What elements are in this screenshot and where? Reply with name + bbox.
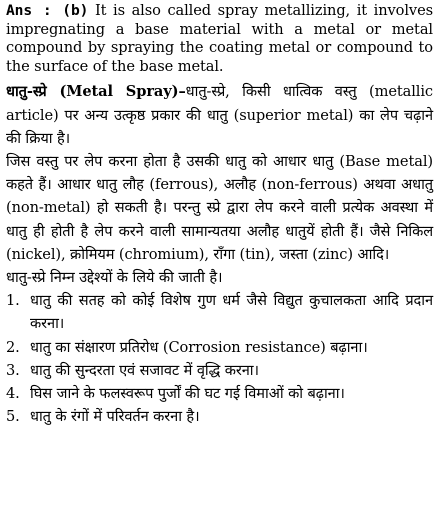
purposes-list: [6, 289, 433, 428]
list-item-number: 2.: [6, 338, 20, 356]
list-item: [6, 289, 433, 335]
list-item-text: धातु की सुन्दरता एवं सजावट में वृद्धि करना।: [30, 361, 259, 379]
list-item-text: धातु की सतह को कोई विशेष गुण धर्म जैसे विद्युत कुचालकता आदि प्रदान करना।: [30, 292, 433, 333]
base-metal-paragraph: जिस वस्तु पर लेप करना होता है उसकी धातु को आधार धातु (Base metal) कहते हैं। आधार धातु लौह (ferrous), अलौह (non-ferrous) अथवा अधातु (non-metal) हो सकती है। परन्तु स्प्रे द्वारा लेप करने वाली प्रत्येक अवस्था में धातु ही होती है लेप करने वाली सामान्यतया अलौह धातुयें होती हैं। जैसे निकिल (nickel), क्रोमियम (chromium), राँगा (tin), जस्ता (zinc) आदि।: [6, 152, 433, 263]
list-item: [6, 405, 433, 428]
purposes-intro: धातु-स्प्रे निम्न उद्देश्यों के लिये की जाती है।: [6, 269, 223, 286]
list-item-text: धातु का संक्षारण प्रतिरोध (Corrosion resistance) बढ़ाना।: [30, 338, 368, 356]
answer-label: Ans : (b): [6, 2, 89, 19]
list-item: [6, 336, 433, 359]
answer-paragraph: [6, 2, 433, 76]
list-item: [6, 382, 433, 405]
definition-term: धातु-स्प्रे (Metal Spray)–: [6, 83, 186, 101]
list-item-number: 5.: [6, 408, 20, 426]
list-item-text: घिस जाने के फलस्वरूप पुर्जों की घट गई विमाओं को बढ़ाना।: [30, 385, 345, 403]
definition-paragraph: [6, 80, 433, 150]
list-item-number: 3.: [6, 361, 20, 379]
answer-text: It is also called spray metallizing, it involves impregnating a base material with a metal or metal compound by spraying the coating metal or compound to the surface of the base metal.: [6, 2, 433, 75]
list-item-number: 4.: [6, 385, 20, 403]
list-item-number: 1.: [6, 292, 20, 310]
list-item-text: धातु के रंगों में परिवर्तन करना है।: [30, 408, 200, 426]
definition-text: धातु-स्प्रे, किसी धात्विक वस्तु (metallic article) पर अन्य उत्कृष्ठ प्रकार की धातु (superior metal) का लेप चढ़ाने की क्रिया है।: [6, 83, 433, 147]
list-item: [6, 359, 433, 382]
